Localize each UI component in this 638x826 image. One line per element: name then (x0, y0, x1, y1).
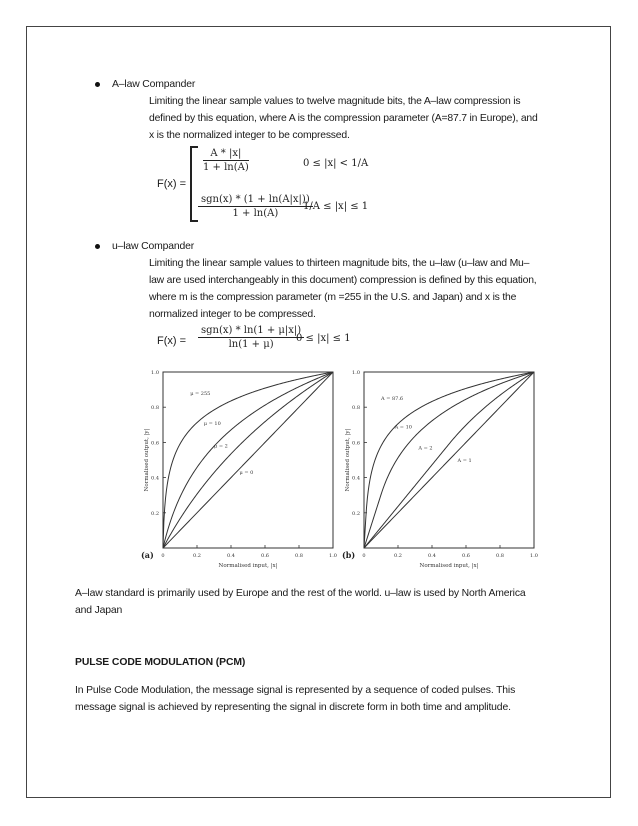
alaw-case2-condition: 1/A ≤ |x| ≤ 1 (303, 201, 369, 212)
x-axis-label: Normalised input, |x| (419, 563, 479, 569)
bullet-ulaw (95, 244, 100, 249)
alaw-description (149, 93, 569, 144)
alaw-formula-lhs: F(x) = (157, 178, 187, 190)
summary-line-2: and Japan (75, 605, 123, 616)
panel-label: (a) (141, 550, 154, 560)
summary-line-1: A–law standard is primarily used by Europe and the rest of the world. u–law is used by North America (75, 588, 526, 599)
alaw-line-1: Limiting the linear sample values to twelve magnitude bits, the A–law compression is (149, 96, 521, 107)
alaw-formula-brace (190, 146, 192, 222)
ulaw-line-4: normalized integer to be compressed. (149, 309, 316, 320)
alaw-case1-numerator: A * |x| (203, 148, 249, 161)
alaw-case1-fraction (203, 148, 249, 173)
ulaw-title: u–law Compander (112, 241, 195, 252)
x-tick-label: 0.8 (496, 553, 504, 559)
y-tick-label: 0.4 (352, 475, 360, 482)
y-tick-label: 0.8 (352, 405, 360, 412)
alaw-case2-denominator: 1 + ln(A) (232, 208, 279, 219)
y-tick-label: 1.0 (352, 370, 360, 376)
x-tick-label: 0.4 (227, 553, 235, 559)
alaw-case2-fraction (198, 194, 313, 219)
x-tick-label: 0 (161, 553, 165, 559)
x-tick-label: 1.0 (530, 553, 538, 559)
compander-charts-figure (130, 362, 550, 574)
pcm-paragraph (75, 682, 575, 716)
series-label: A = 87.6 (381, 396, 404, 403)
pcm-heading: PULSE CODE MODULATION (PCM) (75, 657, 246, 668)
alaw-title: A–law Compander (112, 79, 196, 90)
chart-panel-a (141, 370, 337, 569)
ulaw-numerator: sgn(x) * ln(1 + μ|x|) (198, 325, 304, 338)
series-label: μ = 255 (190, 390, 211, 397)
y-tick-label: 0.4 (151, 475, 159, 482)
x-tick-label: 0.4 (428, 553, 436, 559)
alaw-case2-numerator: sgn(x) * (1 + ln(A|x|)) (198, 194, 313, 207)
y-tick-label: 1.0 (151, 370, 159, 376)
x-tick-label: 0.8 (295, 553, 303, 559)
y-tick-label: 0.2 (352, 510, 360, 517)
x-axis-label: Normalised input, |x| (218, 563, 278, 569)
x-tick-label: 1.0 (329, 553, 337, 559)
alaw-line-2: defined by this equation, where A is the compression parameter (A=87.7 in Europe), and (149, 113, 538, 124)
y-tick-label: 0.8 (151, 405, 159, 412)
y-tick-label: 0.6 (352, 440, 360, 447)
ulaw-line-2: law are used interchangeably in this document) compression is defined by this equation, (149, 275, 537, 286)
y-axis-label: Normalised output, |y| (144, 428, 150, 492)
pcm-line-1: In Pulse Code Modulation, the message signal is represented by a sequence of coded pulses. This (75, 685, 516, 696)
series-label: μ = 2 (214, 443, 228, 450)
chart-panel-b (342, 370, 538, 569)
summary-paragraph (75, 585, 565, 619)
ulaw-condition: 0 ≤ |x| ≤ 1 (296, 333, 351, 344)
series-line (163, 372, 333, 548)
ulaw-line-3: where m is the compression parameter (m =255 in the U.S. and Japan) and x is the (149, 292, 517, 303)
x-tick-label: 0.2 (394, 553, 402, 559)
alaw-line-3: x is the normalized integer to be compressed. (149, 130, 350, 141)
series-label: μ = 10 (203, 420, 221, 427)
ulaw-fraction (198, 325, 304, 350)
series-label: A = 10 (394, 424, 412, 431)
series-label: A = 2 (418, 445, 433, 452)
series-label: A = 1 (457, 457, 472, 464)
x-tick-label: 0.6 (462, 553, 470, 559)
x-tick-label: 0 (362, 553, 366, 559)
y-tick-label: 0.6 (151, 440, 159, 447)
ulaw-line-1: Limiting the linear sample values to thirteen magnitude bits, the u–law (u–law and Mu– (149, 258, 530, 269)
ulaw-denominator: ln(1 + μ) (228, 339, 274, 350)
ulaw-description (149, 255, 569, 323)
series-label: μ = 0 (239, 470, 254, 477)
pcm-line-2: message signal is achieved by representing the signal in discrete form in both time and amplitude. (75, 702, 511, 713)
bullet-alaw (95, 82, 100, 87)
alaw-case1-denominator: 1 + ln(A) (203, 162, 249, 173)
x-tick-label: 0.2 (193, 553, 201, 559)
ulaw-formula-lhs: F(x) = (157, 335, 187, 347)
y-tick-label: 0.2 (151, 510, 159, 517)
x-tick-label: 0.6 (261, 553, 269, 559)
alaw-case1-condition: 0 ≤ |x| < 1/A (303, 158, 369, 169)
y-axis-label: Normalised output, |y| (345, 428, 351, 492)
panel-label: (b) (342, 550, 356, 560)
